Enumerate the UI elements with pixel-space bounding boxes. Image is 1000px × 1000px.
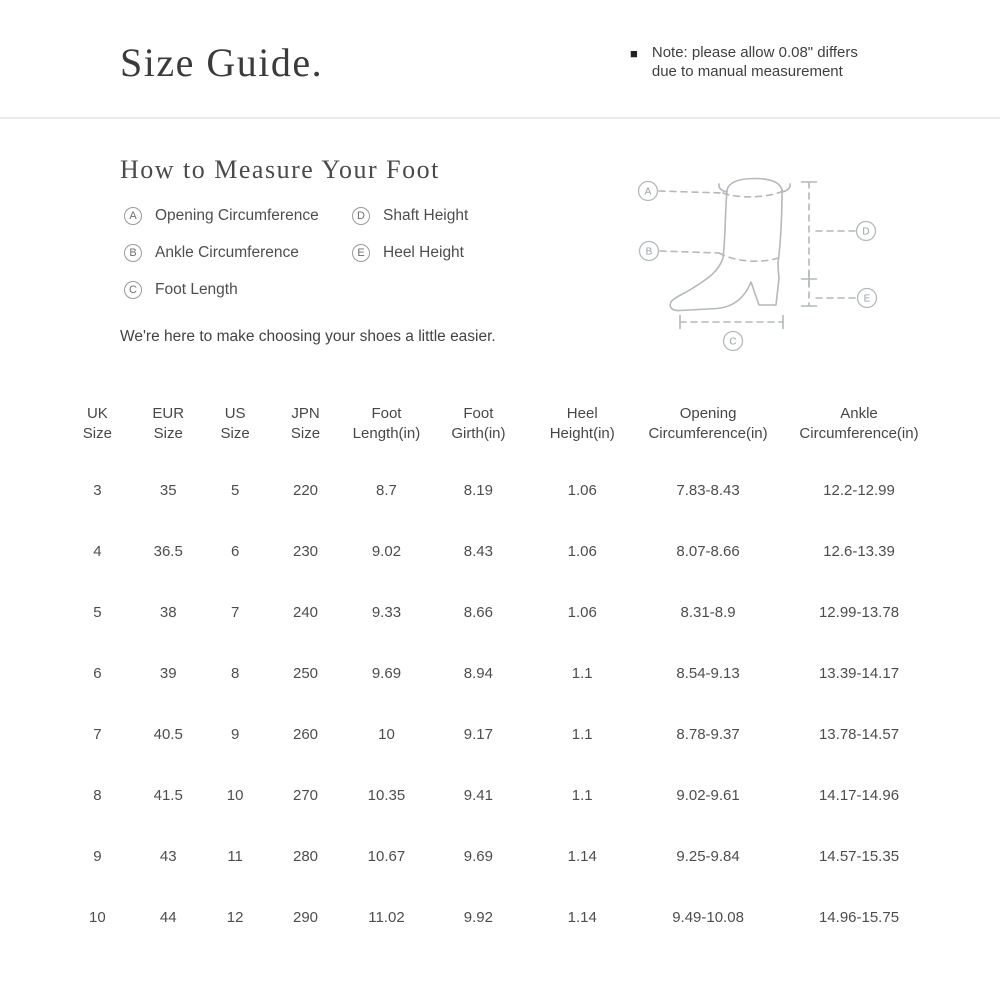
boot-diagram-svg	[615, 152, 895, 372]
diagram-letter-c: C	[729, 336, 737, 348]
table-cell: 8.54-9.13	[676, 665, 740, 682]
table-row	[60, 765, 940, 826]
table-cell: 39	[159, 665, 177, 682]
table-row	[60, 521, 940, 582]
circled-letter-d-icon: D	[352, 207, 370, 225]
diagram-letter-d: D	[862, 226, 870, 238]
diagram-letter-a: A	[644, 186, 652, 198]
ankle-measure-line	[660, 251, 719, 253]
boot-rim-left-flap	[719, 184, 727, 192]
table-cell: 220	[292, 482, 319, 499]
table-cell: 9.69	[463, 848, 493, 865]
table-cell: 10	[378, 726, 395, 743]
table-cell: 1.06	[567, 543, 597, 560]
table-cell: 260	[292, 726, 319, 743]
table-cell: 8.43	[463, 543, 493, 560]
page-title: Size Guide.	[120, 40, 324, 85]
table-cell: 1.1	[571, 665, 593, 682]
table-cell: 8.7	[376, 482, 397, 499]
measure-instructions	[120, 119, 600, 346]
table-row	[60, 582, 940, 643]
ankle-measure-arc	[719, 253, 781, 261]
table-cell: 12	[226, 909, 244, 926]
note-line-2: due to manual measurement	[651, 62, 843, 80]
measure-heading: How to Measure Your Foot	[120, 155, 440, 184]
legend-item-e	[352, 244, 600, 262]
boot-outline	[727, 179, 782, 191]
table-cell: 3	[93, 482, 102, 499]
table-cell: 9.17	[463, 726, 493, 743]
table-cell: 4	[93, 543, 102, 560]
table-row	[60, 826, 940, 887]
table-cell: 13.78-14.57	[818, 726, 900, 743]
table-cell: 12.2-12.99	[823, 482, 895, 499]
opening-measure-arc	[723, 190, 785, 197]
circled-letter-e-icon: E	[352, 244, 370, 262]
table-cell: 6	[93, 665, 102, 682]
column-header: Heel Height(in)	[549, 404, 615, 442]
column-header: Opening Circumference(in)	[648, 404, 768, 442]
table-cell: 8.94	[463, 665, 493, 682]
table-cell: 35	[159, 482, 177, 499]
column-header: Foot Length(in)	[352, 404, 421, 442]
table-cell: 14.17-14.96	[818, 787, 900, 804]
table-cell: 1.1	[571, 787, 593, 804]
table-cell: 9.92	[463, 909, 493, 926]
table-cell: 9.02-9.61	[676, 787, 740, 804]
table-cell: 9	[230, 726, 240, 743]
table-cell: 8.78-9.37	[676, 726, 740, 743]
table-cell: 8.07-8.66	[676, 543, 740, 560]
legend-label: Foot Length	[155, 281, 238, 298]
table-cell: 280	[292, 848, 319, 865]
table-cell: 40.5	[153, 726, 183, 743]
table-cell: 1.1	[571, 726, 593, 743]
header	[0, 0, 1000, 117]
table-row	[60, 704, 940, 765]
table-cell: 36.5	[153, 543, 183, 560]
table-cell: 8.66	[463, 604, 493, 621]
table-cell: 10.35	[367, 787, 406, 804]
how-to-measure-section	[0, 119, 1000, 372]
table-row	[60, 460, 940, 521]
legend-label: Heel Height	[383, 244, 464, 261]
legend-item-d	[352, 207, 600, 225]
table-cell: 13.39-14.17	[818, 665, 900, 682]
note-line-1: Note: please allow 0.08" differs	[651, 43, 858, 61]
table-cell: 12.99-13.78	[818, 604, 900, 621]
table-cell: 43	[159, 848, 177, 865]
table-cell: 11.02	[368, 909, 405, 926]
table-cell: 7	[230, 604, 240, 621]
column-header: Foot Girth(in)	[451, 404, 506, 442]
table-cell: 290	[292, 909, 319, 926]
column-header: UK Size	[82, 404, 112, 442]
table-cell: 41.5	[153, 787, 183, 804]
table-cell: 250	[292, 665, 319, 682]
measure-legend	[124, 207, 600, 299]
table-cell: 5	[93, 604, 102, 621]
circled-letter-a-icon: A	[124, 207, 142, 225]
table-cell: 9	[93, 848, 102, 865]
table-cell: 240	[292, 604, 319, 621]
table-cell: 14.57-15.35	[818, 848, 900, 865]
note-text	[652, 43, 858, 81]
column-header: Ankle Circumference(in)	[799, 404, 919, 442]
boot-measurement-diagram	[615, 152, 895, 372]
table-cell: 6	[230, 543, 240, 560]
table-cell: 9.25-9.84	[676, 848, 740, 865]
table-cell: 38	[159, 604, 177, 621]
table-cell: 1.06	[567, 482, 597, 499]
size-table-body	[60, 460, 940, 948]
size-table-header	[60, 388, 940, 460]
opening-measure-line	[659, 191, 723, 193]
table-cell: 8	[230, 665, 240, 682]
table-cell: 9.33	[371, 604, 402, 621]
table-cell: 1.14	[567, 848, 597, 865]
column-header: EUR Size	[152, 404, 185, 442]
diagram-letter-b: B	[645, 246, 653, 258]
table-cell: 270	[292, 787, 319, 804]
boot-body-outline	[670, 190, 782, 311]
square-bullet-icon: ■	[630, 45, 638, 61]
legend-label: Opening Circumference	[155, 207, 319, 224]
table-cell: 8.19	[463, 482, 493, 499]
circled-letter-c-icon: C	[124, 281, 142, 299]
legend-label: Shaft Height	[383, 207, 469, 224]
table-cell: 8	[93, 787, 102, 804]
tagline: We're here to make choosing your shoes a little easier.	[120, 328, 496, 345]
measurement-note	[630, 43, 880, 81]
table-cell: 10	[89, 909, 106, 926]
table-cell: 10.67	[367, 848, 406, 865]
legend-label: Ankle Circumference	[155, 244, 299, 261]
table-cell: 10	[226, 787, 244, 804]
legend-item-c	[124, 281, 352, 299]
table-cell: 12.6-13.39	[823, 543, 895, 560]
size-table-section	[60, 388, 940, 948]
size-table	[60, 388, 940, 948]
legend-item-a	[124, 207, 352, 225]
table-cell: 9.49-10.08	[672, 909, 744, 926]
table-cell: 230	[292, 543, 319, 560]
table-cell: 9.41	[463, 787, 493, 804]
column-header: US Size	[220, 404, 250, 442]
table-cell: 11	[227, 848, 243, 865]
table-cell: 7.83-8.43	[676, 482, 740, 499]
table-cell: 9.02	[371, 543, 402, 560]
table-cell: 44	[159, 909, 177, 926]
table-row	[60, 643, 940, 704]
table-cell: 9.69	[371, 665, 402, 682]
table-cell: 8.31-8.9	[680, 604, 736, 621]
table-cell: 1.14	[567, 909, 597, 926]
table-cell: 7	[93, 726, 102, 743]
table-row	[60, 887, 940, 948]
diagram-letter-e: E	[863, 293, 871, 305]
legend-item-b	[124, 244, 352, 262]
circled-letter-b-icon: B	[124, 244, 142, 262]
table-cell: 1.06	[567, 604, 597, 621]
table-cell: 5	[230, 482, 240, 499]
column-header: JPN Size	[290, 404, 321, 442]
table-cell: 14.96-15.75	[818, 909, 900, 926]
